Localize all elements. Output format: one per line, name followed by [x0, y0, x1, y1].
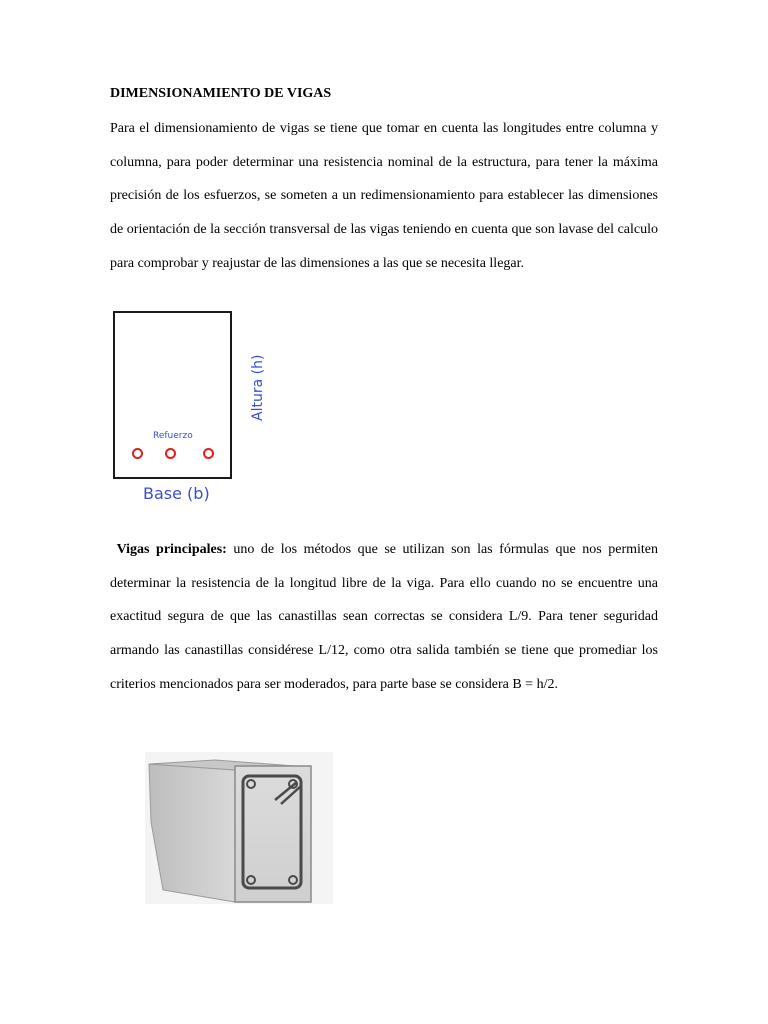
vigas-principales-body: uno de los métodos que se utilizan son las fórmulas que nos permiten determinar la resistencia de la longitud libre de la viga. Para ello cuando no se encuentre una exactitud segura de que las canastillas sean correctas se considera L/9. Para tener seguridad armando las canastillas considérese L/12, como otra salida también se tiene que promediar los criterios mencionados para ser moderados, para parte base se considera B = h/2.	[110, 542, 659, 692]
vigas-principales-lead: Vigas principales:	[116, 542, 227, 557]
vigas-principales-paragraph	[110, 533, 658, 702]
vigas-principales-section	[110, 533, 658, 702]
beam-3d-illustration	[145, 752, 333, 904]
altura-label: Altura (h)	[250, 354, 266, 422]
rebar-circle-middle	[165, 448, 176, 459]
beam-section-diagram	[110, 308, 266, 508]
rebar-circle-right	[203, 448, 214, 459]
beam-3d-svg	[145, 752, 333, 904]
rebar-circle-left	[132, 448, 143, 459]
base-label: Base (b)	[143, 484, 210, 503]
refuerzo-label: Refuerzo	[153, 431, 193, 441]
intro-paragraph: Para el dimensionamiento de vigas se tiene que tomar en cuenta las longitudes entre columna y columna, para poder determinar una resistencia nominal de la estructura, para tener la máxima precisión de los esfuerzos, se someten a un redimensionamiento para establecer las dimensiones de orientación de la sección transversal de las vigas teniendo en cuenta que son lavase del calculo para comprobar y reajustar de las dimensiones a las que se necesita llegar.	[110, 121, 658, 271]
page-content	[110, 85, 658, 281]
page-title: DIMENSIONAMIENTO DE VIGAS	[110, 86, 332, 101]
